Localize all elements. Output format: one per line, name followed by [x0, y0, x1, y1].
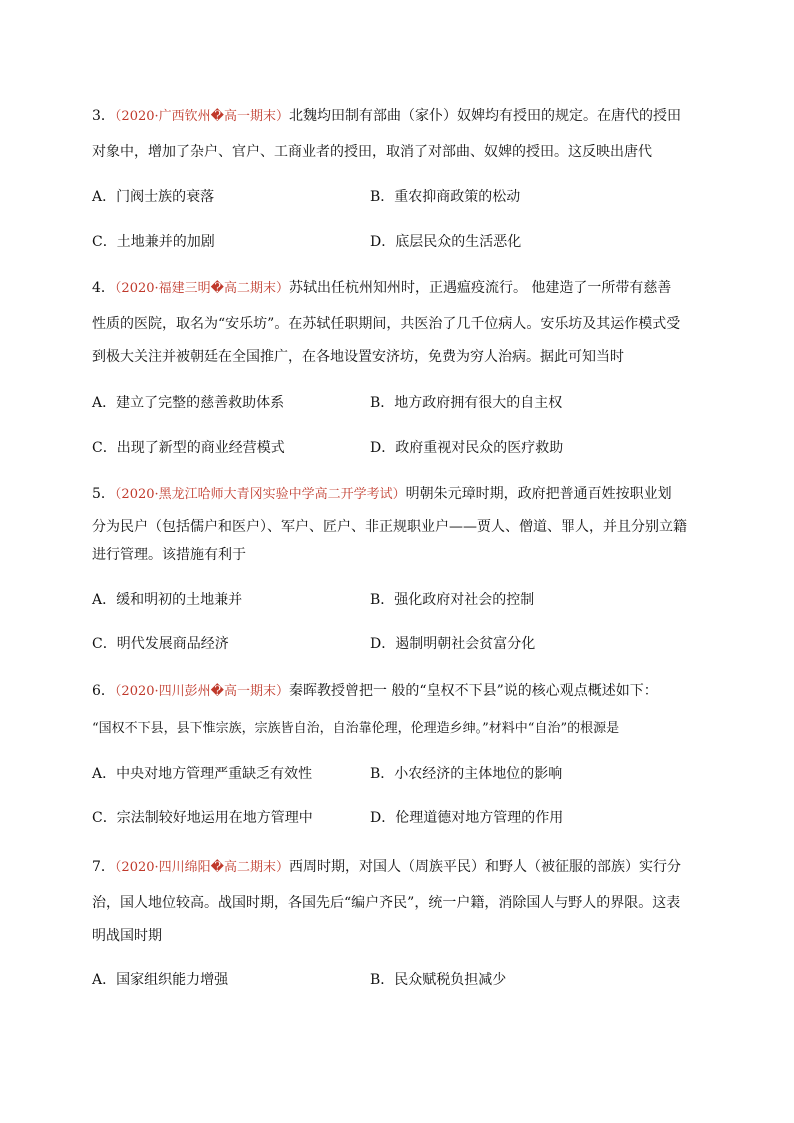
question-4-line-2: 性质的医院，取名为“安乐坊”。在苏轼任职期间，共医治了几千位病人。安乐坊及其运作模式受 [92, 316, 681, 332]
question-5-line-1 [92, 484, 672, 505]
option-3b[interactable]: B．重农抑商政策的松动 [370, 189, 521, 205]
option-3c[interactable]: C．土地兼并的加剧 [92, 234, 215, 250]
option-3a[interactable]: A．门阀士族的衰落 [92, 189, 215, 205]
option-6c[interactable]: C．宗法制较好地运用在地方管理中 [92, 810, 313, 826]
question-source: （2020·广西钦州�高一期末） [114, 109, 289, 124]
option-4a[interactable]: A．建立了完整的慈善救助体系 [92, 395, 285, 411]
question-6-line-2: “国权不下县，县下惟宗族，宗族皆自治，自治靠伦理，伦理造乡绅。”材料中“自治”的根源是 [92, 721, 620, 736]
option-3d[interactable]: D．底层民众的生活恶化 [370, 234, 522, 250]
option-7a[interactable]: A．国家组织能力增强 [92, 972, 229, 988]
option-6a[interactable]: A．中央对地方管理严重缺乏有效性 [92, 766, 313, 782]
question-number: 6． [92, 683, 115, 699]
question-4-line-3: 到极大关注并被朝廷在全国推广，在各地设置安济坊，免费为穷人治病。据此可知当时 [92, 349, 624, 365]
option-4d[interactable]: D．政府重视对民众的医疗救助 [370, 440, 564, 456]
question-source: （2020·福建三明�高二期末） [114, 281, 289, 296]
question-text: 西周时期，对国人（周族平民）和野人（被征服的部族）实行分 [288, 859, 681, 875]
option-7b[interactable]: B．民众赋税负担减少 [370, 972, 507, 988]
question-number: 7． [92, 859, 115, 875]
question-number: 3． [92, 108, 115, 124]
question-number: 4． [92, 280, 115, 296]
question-number: 5． [92, 486, 115, 502]
question-7-line-1 [92, 857, 681, 878]
question-7-line-3: 明战国时期 [92, 928, 162, 944]
question-text: 苏轼出任杭州知州时，正遇瘟疫流行。 他建造了一所带有慈善 [288, 280, 672, 296]
option-5a[interactable]: A．缓和明初的土地兼并 [92, 592, 243, 608]
question-source: （2020·四川彭州�高一期末） [114, 684, 289, 699]
option-6b[interactable]: B．小农经济的主体地位的影响 [370, 766, 563, 782]
question-4-line-1 [92, 278, 671, 299]
question-source: （2020·四川绵阳�高二期末） [114, 860, 289, 875]
option-4c[interactable]: C．出现了新型的商业经营模式 [92, 440, 285, 456]
question-text: 秦晖教授曾把一 般的“皇权不下县”说的核心观点概述如下： [288, 683, 658, 699]
option-4b[interactable]: B．地方政府拥有很大的自主权 [370, 395, 563, 411]
question-source: （2020·黑龙江哈师大青冈实验中学高二开学考试） [114, 487, 406, 502]
question-6-line-1 [92, 681, 658, 702]
question-5-line-3: 进行管理。该措施有利于 [92, 547, 246, 563]
question-text: 北魏均田制有部曲（家仆）奴婢均有授田的规定。在唐代的授田 [288, 108, 681, 124]
question-3-line-1 [92, 106, 681, 127]
option-5c[interactable]: C．明代发展商品经济 [92, 636, 229, 652]
question-7-line-2: 治，国人地位较高。战国时期，各国先后“编户齐民”，统一户籍，消除国人与野人的界限。这表 [92, 895, 681, 911]
question-text: 明朝朱元璋时期，政府把普通百姓按职业划 [405, 486, 672, 502]
option-6d[interactable]: D．伦理道德对地方管理的作用 [370, 810, 564, 826]
question-3-line-2: 对象中，增加了杂户、官户、工商业者的授田，取消了对部曲、奴婢的授田。这反映出唐代 [92, 144, 652, 160]
question-5-line-2: 分为民户（包括儒户和医户）、军户、匠户、非正规职业户——贾人、僧道、罪人，并且分别立籍 [92, 519, 687, 535]
option-5d[interactable]: D．遏制明朝社会贫富分化 [370, 636, 536, 652]
option-5b[interactable]: B．强化政府对社会的控制 [370, 592, 535, 608]
